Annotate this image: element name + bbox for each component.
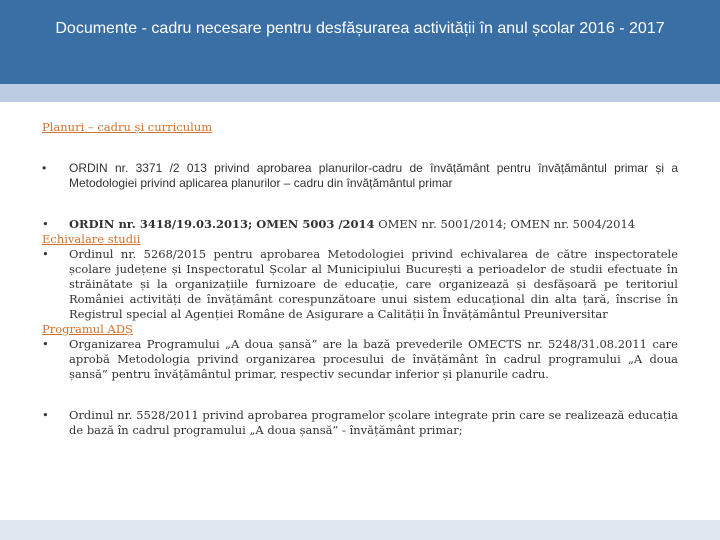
slide-header [0,0,720,84]
section-heading-planuri[interactable]: Planuri – cadru și curriculum [42,120,213,134]
bullet-icon: • [42,408,49,422]
list-item [42,408,678,438]
item-text: ORDIN nr. 3371 /2 013 privind aprobarea planurilor-cadru de învățământ pentru învățământul primar și a Metodologiei privind aplicarea planurilor – cadru din învățământul primar [69,161,678,190]
slide-content [42,120,678,438]
bullet-icon: • [42,217,49,231]
section-heading-echivalare[interactable]: Echivalare studii [42,232,141,246]
bullet-icon: • [42,161,47,175]
list-item [42,337,678,382]
list-item [42,161,678,191]
bullet-icon: • [42,337,49,351]
item-text: Ordinul nr. 5528/2011 privind aprobarea programelor școlare integrate prin care se realizează educația de bază în cadrul programului „A doua șansă” - învățământ primar; [69,408,678,437]
header-band [0,84,720,102]
list-item [42,247,678,322]
item-text: Organizarea Programului „A doua șansă” are la bază prevederile OMECTS nr. 5248/31.08.2011 care aprobă Metodologia privind organizarea procesului de învățământ în cadrul programului „A doua șansă” pentru învățământul primar, respectiv secundar inferior și planurile cadru. [69,337,678,381]
item-text: Ordinul nr. 5268/2015 pentru aprobarea Metodologiei privind echivalarea de către inspectoratele școlare județene și Inspectoratul Școlar al Municipiului București a perioadelor de studii efectuate în străinătate și la organizațiile furnizoare de educație, care organizează și desfășoară pe teritoriul României activități de învățământ corespunzătoare unui sistem educațional din alta țară, înscrise în Registrul special al Agenției Române de Asigurare a Calității în Învățământul Preuniversitar [69,247,678,321]
list-item [42,217,678,232]
item-text-bold: ORDIN nr. 3418/19.03.2013; OMEN 5003 /2014 [69,217,375,231]
section-heading-ads[interactable]: Programul ADȘ [42,322,133,336]
footer-band [0,520,720,540]
item-text: OMEN nr. 5001/2014; OMEN nr. 5004/2014 [374,217,636,231]
page-title: Documente - cadru necesare pentru desfășurarea activității în anul școlar 2016 - 2017 [55,20,665,37]
bullet-icon: • [42,247,49,261]
